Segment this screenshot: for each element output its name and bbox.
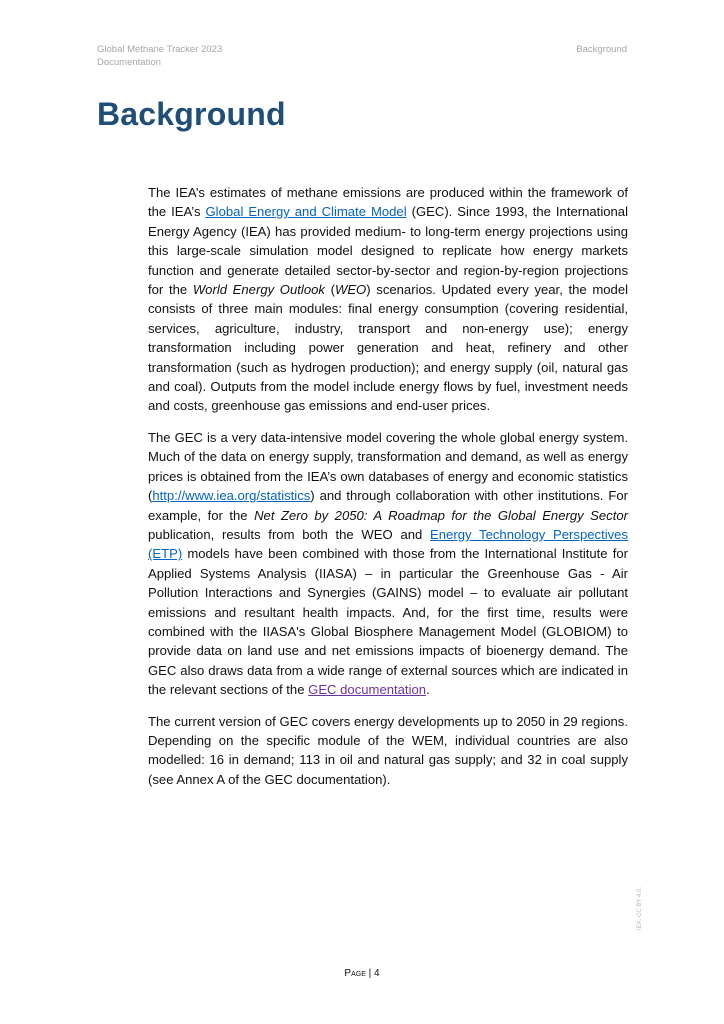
page-separator: | bbox=[365, 968, 375, 979]
page-label: Page bbox=[344, 968, 366, 979]
p1-text-3: ( bbox=[324, 282, 335, 298]
weo-abbr-italic: WEO bbox=[334, 282, 367, 298]
net-zero-title-italic: Net Zero by 2050: A Roadmap for the Global Energy Sector bbox=[254, 507, 629, 523]
paragraph-2 bbox=[148, 428, 628, 700]
p2-text-1: The GEC is a very data-intensive model covering the whole global energy system. Much of the data on energy supply, transformation and demand, as well as energy prices is obtained from the IEA’s own databases of energy and economic statistics ( bbox=[148, 429, 628, 504]
body-text bbox=[148, 183, 628, 801]
gec-documentation-link[interactable]: GEC documentation bbox=[308, 682, 427, 698]
paragraph-3: The current version of GEC covers energy developments up to 2050 in 29 regions. Depending on the specific module of the WEM, individual countries are also modelled: 16 in demand; 113 in oil and natural gas supply; and 32 in coal supply (see Annex A of the GEC documentation). bbox=[148, 713, 628, 787]
p1-text-2: (GEC). Since 1993, the International Energy Agency (IEA) has provided medium- to long-term energy projections using this large-scale simulation model designed to replicate how energy markets function and generate detailed sector-by-sector and region-by-region projections for the bbox=[148, 204, 628, 298]
header-report-title: Global Methane Tracker 2023 bbox=[97, 44, 223, 55]
etp-link[interactable]: Energy Technology Perspectives (ETP) bbox=[148, 526, 628, 562]
p2-text-3: publication, results from both the WEO and bbox=[148, 526, 431, 542]
page-title: Background bbox=[97, 96, 286, 132]
p2-text-2: ) and through collaboration with other institutions. For example, for the bbox=[148, 488, 628, 523]
page-footer bbox=[0, 968, 724, 979]
license-notice: IEA. CC BY 4.0. bbox=[637, 887, 643, 930]
gec-model-link[interactable]: Global Energy and Climate Model bbox=[205, 204, 407, 220]
p2-text-4: models have been combined with those from the International Institute for Applied Systems Analysis (IIASA) – in particular the Greenhouse Gas - Air Pollution Interactions and Synergies (GAINS) model – to evaluate air pollutant emissions and resultant health impacts. And, for the first time, results were combined with the IIASA's Global Biosphere Management Model (GLOBIOM) to provide data on land use and net emissions impacts of bioenergy demand. The GEC also draws data from a wide range of external sources which are indicated in the relevant sections of the bbox=[148, 546, 628, 698]
paragraph-1 bbox=[148, 183, 628, 416]
p1-text-4: ) scenarios. Updated every year, the model consists of three main modules: final energy consumption (covering residential, services, agriculture, industry, transport and non-energy use); energy transformation including power generation and heat, refinery and other transformation (such as hydrogen production); and energy supply (oil, natural gas and coal). Outputs from the model include energy flows by fuel, investment needs and costs, greenhouse gas emissions and end-user prices. bbox=[148, 282, 629, 414]
running-header-left bbox=[97, 43, 222, 69]
weo-title-italic: World Energy Outlook bbox=[192, 282, 325, 298]
page-number: 4 bbox=[374, 968, 380, 979]
p2-text-5: . bbox=[426, 682, 430, 698]
iea-statistics-link[interactable]: http://www.iea.org/statistics bbox=[152, 488, 311, 504]
header-doc-type: Documentation bbox=[97, 57, 161, 68]
p1-text-1: The IEA’s estimates of methane emissions are produced within the framework of the IEA’s bbox=[148, 185, 628, 220]
running-header-right: Background bbox=[576, 44, 627, 55]
